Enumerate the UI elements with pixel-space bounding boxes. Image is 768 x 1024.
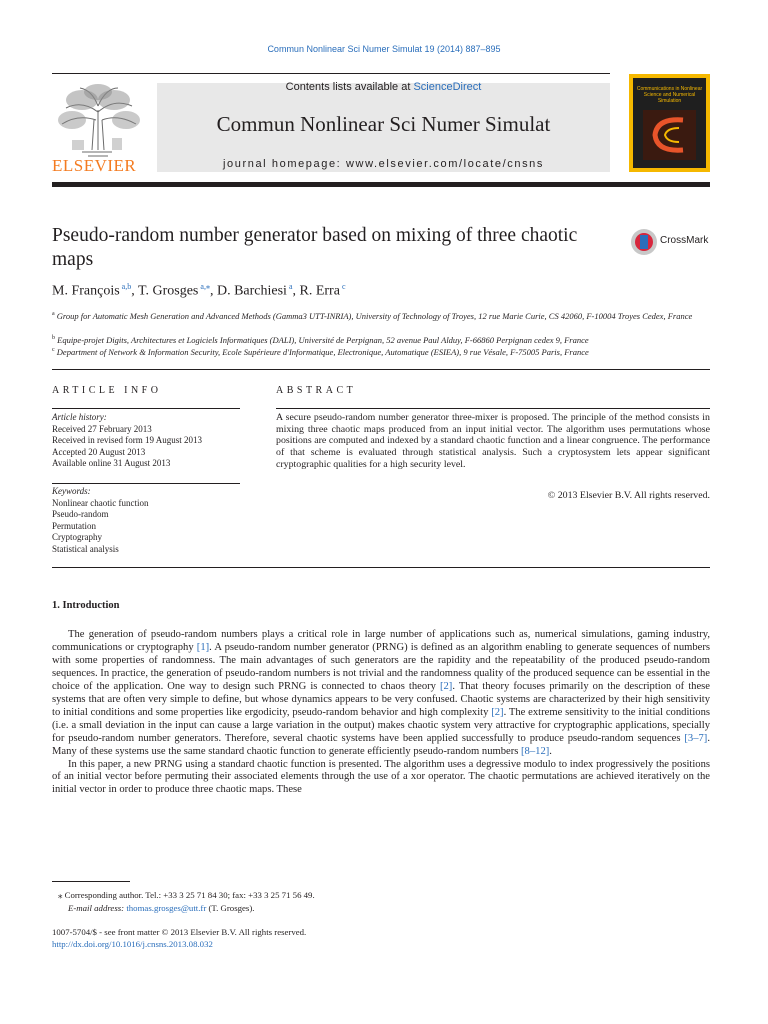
history-label: Article history:	[52, 412, 107, 422]
author-separator: ,	[292, 283, 300, 299]
history-item: Available online 31 August 2013	[52, 458, 171, 469]
abstract-copyright: © 2013 Elsevier B.V. All rights reserved.	[547, 490, 710, 501]
contents-prefix: Contents lists available at	[285, 81, 414, 93]
crossmark-label: CrossMark	[660, 235, 709, 246]
paragraph	[52, 629, 710, 759]
citation-link[interactable]: [1]	[196, 641, 210, 653]
body-text	[52, 629, 710, 797]
journal-homepage[interactable]: journal homepage: www.elsevier.com/locate/cnsns	[223, 158, 544, 170]
author-name: M. François	[52, 283, 120, 299]
cover-title: Communications in Nonlinear Science and Numerical Simulation	[636, 86, 703, 104]
email-link[interactable]: thomas.grosges@utt.fr	[126, 903, 207, 913]
author-separator: ,	[131, 283, 138, 299]
affiliation-mark: b	[52, 335, 55, 341]
journal-cover	[629, 74, 710, 172]
keyword: Permutation	[52, 520, 96, 531]
author-affiliation-mark[interactable]: a,b	[121, 282, 132, 291]
journal-cover-inner	[633, 78, 706, 168]
author-affiliation-mark[interactable]: a,⁎	[200, 282, 210, 291]
abstract-heading: ABSTRACT	[276, 385, 357, 396]
body-run: . A pseudo-random number generator (PRNG) is defined as an algorithm enabling to generate sequences of numbers with some properties of randomness. The main advantages of such generators are the rapidity and the repeatability of the produced pseudo-random sequences. In practice, the generation of pseudo-random numbers is not trivial and the randomness quality of the produced sequence can be essential in the choice of the application. One way to design such PRNG is connected to chaos theory	[52, 641, 710, 692]
doi-link[interactable]: http://dx.doi.org/10.1016/j.cnsns.2013.08.032	[52, 938, 213, 949]
contents-line	[157, 81, 610, 93]
body-run: In this paper, a new PRNG using a standard chaotic function is presented. The algorithm uses a degressive modulo to index progressively the positions of an initial vector before permuting their associated elements through the use of a xor operator. The chaotic permutations are achieved iteratively on the initial vector in order to produce three chaotic maps. These	[52, 758, 710, 796]
history-item: Accepted 20 August 2013	[52, 446, 146, 457]
keywords-label: Keywords:	[52, 486, 91, 496]
citation-link[interactable]: [2]	[491, 706, 504, 718]
affiliation-mark: a	[52, 311, 55, 317]
author-affiliation-mark[interactable]: a	[288, 282, 293, 291]
body-run: .	[549, 745, 552, 757]
section-rule	[52, 369, 710, 370]
email-label: E-mail address:	[68, 903, 127, 913]
abstract-text: A secure pseudo-random number generator three-mixer is proposed. The principle of the method consists in mixing three chaotic maps produced from an input initial vector. The algorithm uses permutations whose positions are computed and indexed by a standard chaotic function and a linear congruence. The performance of that scheme is evaluated through statistical analysis. Such a cryptosystem lets appear significant cryptographic qualities for a high security level.	[276, 412, 710, 470]
abstract-rule	[276, 408, 710, 409]
article-title: Pseudo-random number generator based on mixing of three chaotic maps	[52, 225, 578, 270]
author-name: D. Barchiesi	[216, 283, 287, 299]
body-run: . That theory focuses primarily on the description of these systems that are often very simple to define, but whose dynamics appears to be very confused. Chaotic systems are characterized by their high sensitivity to initial conditions and some properties like ergodicity, pseudo-random behavior and high complexity	[52, 680, 710, 718]
article-info-heading: ARTICLE INFO	[52, 385, 162, 396]
author-separator: ,	[209, 283, 217, 299]
keyword: Pseudo-random	[52, 509, 109, 520]
author-name: T. Grosges	[137, 283, 199, 299]
footnote-rule	[52, 881, 130, 882]
keyword: Statistical analysis	[52, 543, 119, 554]
issn-block	[52, 927, 710, 950]
author-affiliation-mark[interactable]: c	[341, 282, 346, 291]
header-thick-rule	[52, 182, 710, 187]
journal-title: Commun Nonlinear Sci Numer Simulat	[216, 112, 551, 136]
email-suffix: (T. Grosges).	[206, 903, 255, 913]
author-name: R. Erra	[299, 283, 340, 299]
section-heading: 1. Introduction	[52, 600, 120, 611]
elsevier-wordmark: ELSEVIER	[52, 156, 137, 175]
corresponding-author-note: ⁎ Corresponding author. Tel.: +33 3 25 71 84 30; fax: +33 3 25 71 56 49.	[58, 890, 315, 900]
keyword: Cryptography	[52, 532, 102, 543]
affiliation-a	[52, 308, 712, 322]
keyword: Nonlinear chaotic function	[52, 497, 149, 508]
crossmark-icon	[630, 227, 658, 257]
affiliation-text: Equipe-projet Digits, Architectures et Logiciels Informatiques (DALI), Université de Perpignan, 52 avenue Paul Alduy, F-66860 Perpignan cedex 9, France	[57, 334, 589, 345]
crossmark-badge[interactable]	[630, 227, 712, 257]
author-list	[52, 282, 712, 300]
affiliation-mark: c	[52, 347, 55, 353]
history-item: Received 27 February 2013	[52, 423, 152, 434]
affiliation-text: Department of Network & Information Security, Ecole Supérieure d'Informatique, Electronique, Automatique (ESIEA), 9 rue Vésale, F-75005 Paris, France	[56, 346, 589, 357]
citation-link[interactable]: [2]	[439, 680, 453, 692]
info-rule	[52, 408, 240, 409]
issn-line: 1007-5704/$ - see front matter © 2013 Elsevier B.V. All rights reserved.	[52, 927, 307, 937]
header-rule	[52, 73, 610, 74]
affiliation-c	[52, 344, 712, 358]
affiliation-text: Group for Automatic Mesh Generation and Advanced Methods (Gamma3 UTT-INRIA), University of Technology of Troyes, 12 rue Marie Curie, CS 42060, F-10004 Troyes Cedex, France	[56, 310, 693, 321]
history-item: Received in revised form 19 August 2013	[52, 435, 202, 446]
email-note	[52, 902, 710, 915]
paragraph	[52, 759, 710, 798]
info-rule	[52, 483, 240, 484]
citation-link[interactable]: [3–7]	[684, 732, 708, 744]
citation-link[interactable]: [8–12]	[521, 745, 550, 757]
body-run: . Many of these systems use the same standard chaotic function to generate efficiently pseudo-random numbers	[52, 732, 710, 757]
body-run: . The extreme sensitivity to the initial conditions (i.e. a small deviation in the input can cause a large variation in the output) makes chaotic system very attractive for cryptographic applications, specially for pseudo-random number generators. Therefore, several chaotic systems have been applied successfully to produce pseudo-random sequences	[52, 706, 710, 744]
article-history	[52, 412, 240, 470]
footnotes	[52, 889, 710, 915]
section-rule	[52, 567, 710, 568]
sciencedirect-link[interactable]: ScienceDirect	[413, 81, 482, 93]
cover-art	[643, 110, 696, 160]
body-run: The generation of pseudo-random numbers plays a critical role in large number of applications such as, numerical simulations, gaming industry, communications or cryptography	[52, 629, 710, 653]
journal-citation[interactable]: Commun Nonlinear Sci Numer Simulat 19 (2014) 887–895	[267, 44, 501, 54]
keywords	[52, 486, 240, 556]
